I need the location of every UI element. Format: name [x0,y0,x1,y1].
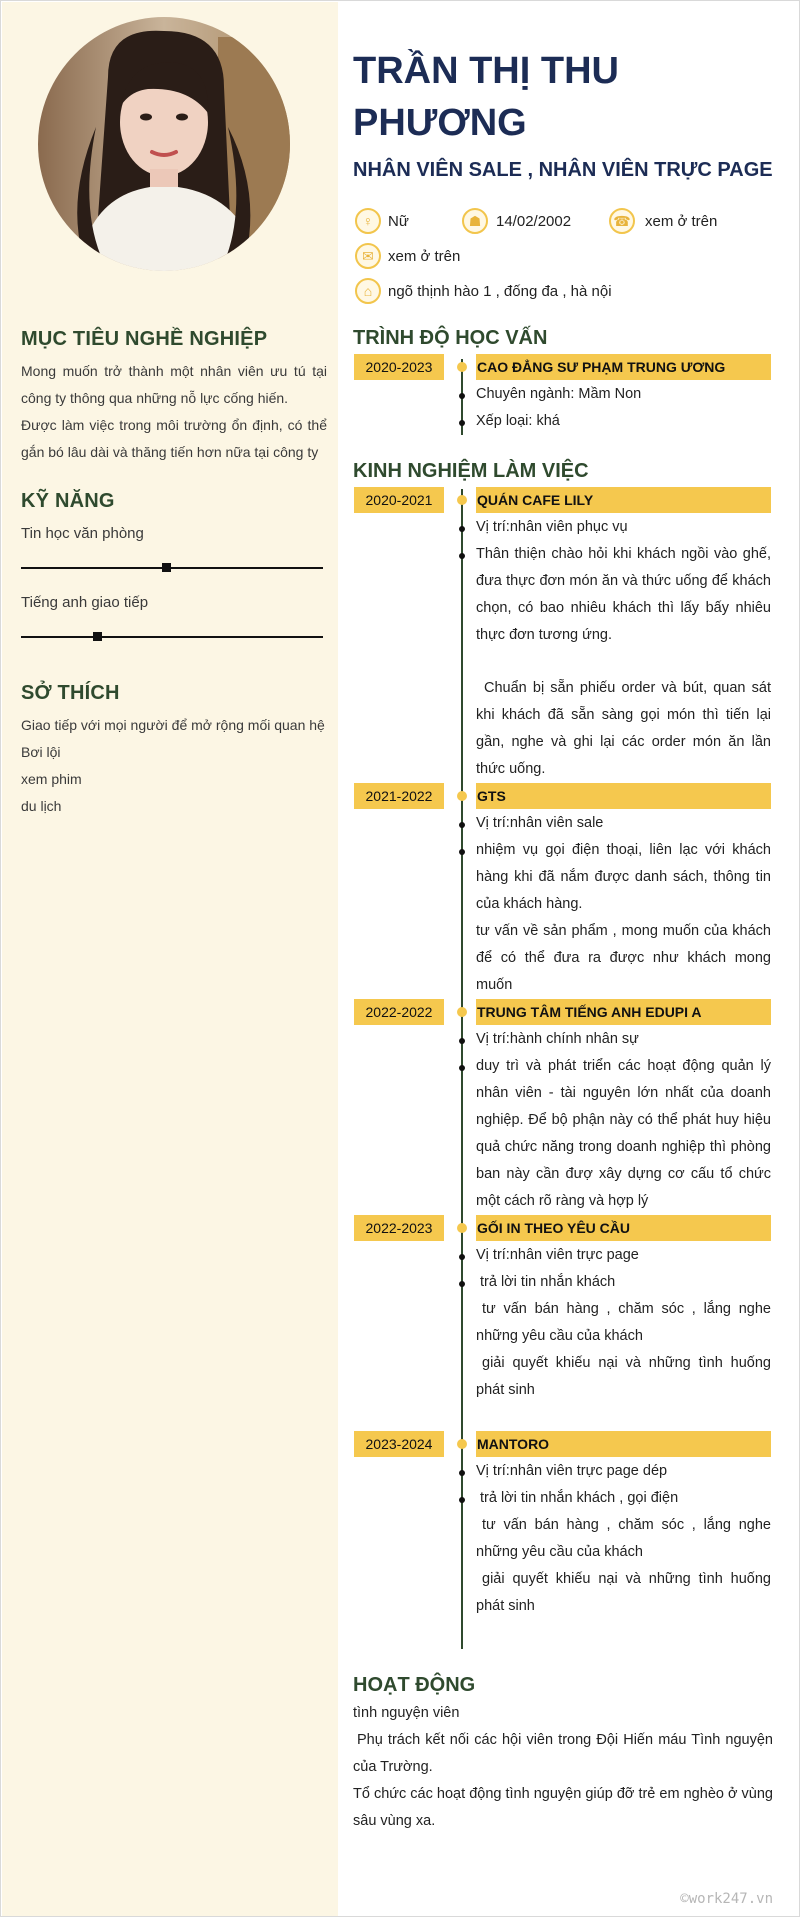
hobby-item: xem phim [21,771,82,787]
address-icon: ⌂ [355,278,381,304]
birthday-icon: ☗ [462,208,488,234]
birthday-value: 14/02/2002 [496,213,572,230]
job-description: tư vấn bán hàng , chăm sóc , lắng nghe những yêu cầu của khách [476,1301,771,1344]
objective-title: MỤC TIÊU NGHỀ NGHIỆP [21,328,268,350]
bullet [459,1497,465,1503]
skill-label-english: Tiếng anh giao tiếp [21,594,149,611]
email-value: xem ở trên [388,248,461,265]
avatar-photo [38,17,290,271]
bullet [459,822,465,828]
job-company: TRUNG TÂM TIẾNG ANH EDUPI A [476,999,771,1025]
bullet [459,553,465,559]
job-position: Vị trí:nhân viên phục vụ [476,519,628,535]
job-description: giải quyết khiếu nại và những tình huống phát sinh [476,1355,771,1398]
watermark: ©work247.vn [680,1891,773,1907]
job-description: Thân thiện chào hỏi khi khách ngồi vào ghế, đưa thực đơn món ăn và thức uống để khách chọn, có bao nhiêu khách thì lấy bấy nhiêu thực đơn tương ứng. [476,546,771,643]
bullet [459,1470,465,1476]
job-date: 2022-2023 [354,1215,444,1241]
hobby-item: Giao tiếp với mọi người để mở rộng mối quan hệ [21,717,325,733]
activity-line: Phụ trách kết nối các hội viên trong Đội Hiến máu Tình nguyện của Trường. [353,1732,773,1775]
job-position: Vị trí:nhân viên trực page dép [476,1463,668,1479]
activity-line: Tổ chức các hoạt động tình nguyện giúp đỡ trẻ em nghèo ở vùng sâu vùng xa. [353,1786,773,1829]
job-company: GTS [476,783,771,809]
timeline-dot [457,791,467,801]
skill-bar-office [21,567,323,569]
education-major: Chuyên ngành: Mầm Non [476,386,642,402]
skill-label-office: Tin học văn phòng [21,525,144,542]
bullet [459,849,465,855]
skill-level-office [162,563,171,572]
candidate-name: TRẦN THỊ THU PHƯƠNG [353,50,619,144]
bullet [459,393,465,399]
sidebar [2,2,338,1916]
job-position: Vị trí:nhân viên trực page [476,1247,639,1263]
job-date: 2022-2022 [354,999,444,1025]
bullet [459,1065,465,1071]
address-value: ngõ thịnh hào 1 , đống đa , hà nội [388,283,612,300]
job-position: Vị trí:hành chính nhân sự [476,1031,639,1047]
education-date: 2020-2023 [354,354,444,380]
job-description: Chuẩn bị sẵn phiếu order và bút, quan sát khi khách đã sẵn sàng gọi món thì tiến lại gần, nghe và ghi lại các order món ăn lần thức uống. [476,680,771,777]
job-description: duy trì và phát triển các hoạt động quản lý nhân viên - tài nguyên lớn nhất của doanh nghiệp. Để bộ phận này có thể phát huy hiệu quả chức năng trong doanh nghiệp thì phòng ban này cần đượ xây dựng cơ cấu tổ chức một cách rõ ràng và hợp lý [476,1058,771,1209]
timeline-dot [457,1439,467,1449]
job-title: NHÂN VIÊN SALE , NHÂN VIÊN TRỰC PAGE [353,159,773,181]
education-school: CAO ĐẲNG SƯ PHẠM TRUNG ƯƠNG [476,354,771,380]
bullet [459,1281,465,1287]
job-company: MANTORO [476,1431,771,1457]
job-description: tư vấn bán hàng , chăm sóc , lắng nghe những yêu cầu của khách [476,1517,771,1560]
bullet [459,1038,465,1044]
gender-value: Nữ [388,213,409,230]
hobby-item: Bơi lội [21,744,61,760]
education-grade: Xếp loại: khá [476,413,560,429]
job-description: giải quyết khiếu nại và những tình huống phát sinh [476,1571,771,1614]
timeline-dot [457,1223,467,1233]
hobby-item: du lịch [21,798,62,814]
phone-icon: ☎ [609,208,635,234]
bullet [459,526,465,532]
skills-title: KỸ NĂNG [21,490,115,512]
skill-level-english [93,632,102,641]
email-icon: ✉ [355,243,381,269]
job-date: 2023-2024 [354,1431,444,1457]
job-date: 2021-2022 [354,783,444,809]
bullet [459,1254,465,1260]
skill-bar-english [21,636,323,638]
job-description: trả lời tin nhắn khách [480,1274,616,1290]
objective-text-2: Được làm việc trong môi trường ổn định, có thể gắn bó lâu dài và thăng tiến hơn nữa tại công ty [21,417,327,460]
timeline-dot [457,1007,467,1017]
timeline-dot [457,495,467,505]
gender-icon: ♀ [355,208,381,234]
avatar [38,17,290,271]
job-date: 2020-2021 [354,487,444,513]
activities-title: HOẠT ĐỘNG [353,1674,476,1696]
objective-text-1: Mong muốn trở thành một nhân viên ưu tú tại công ty thông qua những nỗ lực cống hiến. [21,363,327,406]
job-position: Vị trí:nhân viên sale [476,815,604,831]
phone-value: xem ở trên [645,213,718,230]
job-description: nhiệm vụ gọi điện thoại, liên lạc với khách hàng khi đã nắm được danh sách, thông tin của khách hàng. [476,842,771,912]
hobbies-title: SỞ THÍCH [21,682,120,704]
timeline-dot [457,362,467,372]
education-title: TRÌNH ĐỘ HỌC VẤN [353,327,548,349]
activity-line: tình nguyện viên [353,1705,460,1721]
experience-title: KINH NGHIỆM LÀM VIỆC [353,460,589,482]
job-description: tư vấn về sản phẩm , mong muốn của khách để có thể đưa ra được như khách mong muốn [476,923,771,993]
job-company: QUÁN CAFE LILY [476,487,771,513]
job-company: GỐI IN THEO YÊU CẦU [476,1215,771,1241]
job-description: trả lời tin nhắn khách , gọi điện [480,1490,679,1506]
bullet [459,420,465,426]
